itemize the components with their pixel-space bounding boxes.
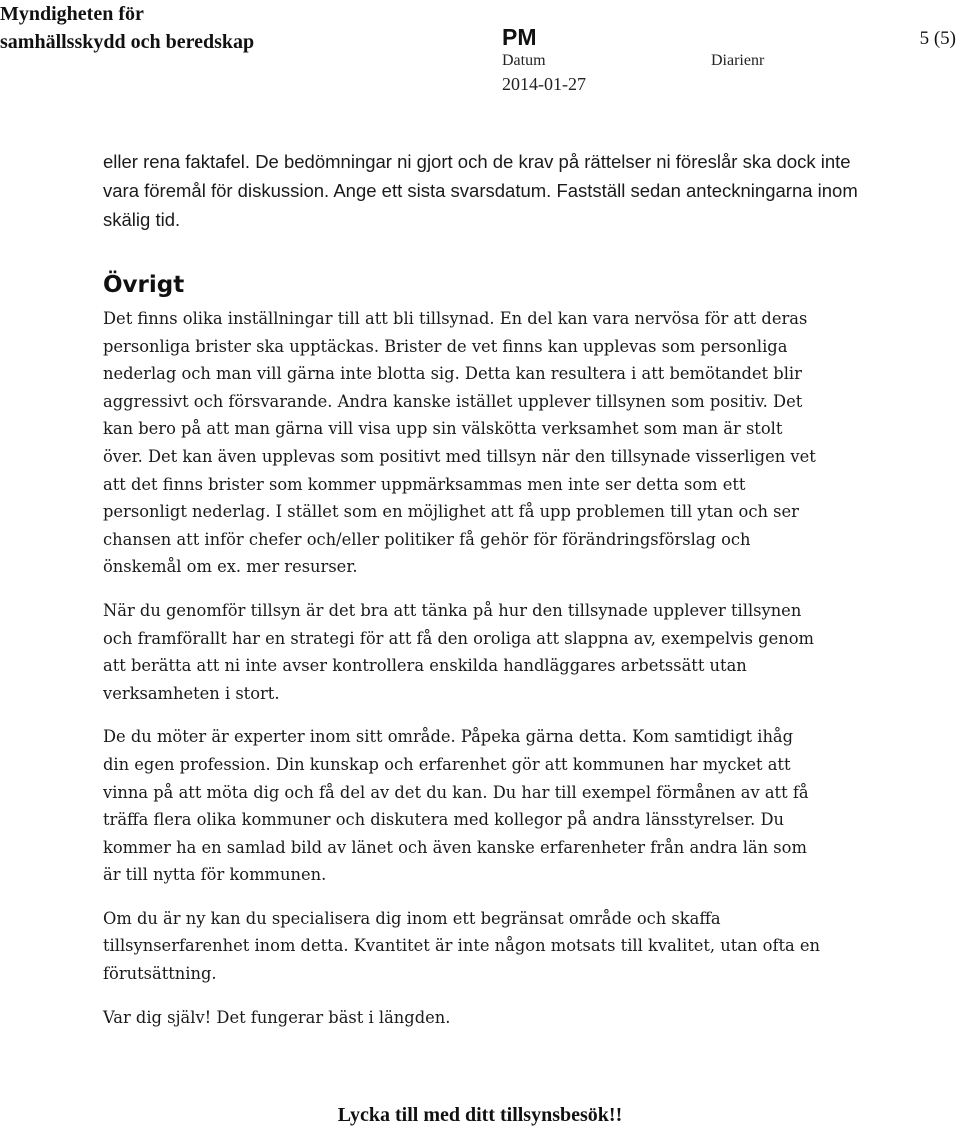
section-body xyxy=(103,305,823,1047)
document-type: PM xyxy=(502,24,537,50)
closing-line: Lycka till med ditt tillsynsbesök!! xyxy=(337,1104,623,1126)
date-value: 2014-01-27 xyxy=(502,74,586,94)
body-paragraph: Om du är ny kan du specialisera dig inom ett begränsat område och skaffa tillsynserfarenhet inom detta. Kvantitet är inte någon motsats till kvalitet, utan ofta en förutsättning. xyxy=(103,908,821,984)
organization-name xyxy=(0,0,254,56)
intro-paragraph: eller rena faktafel. De bedömningar ni gjort och de krav på rättelser ni föreslår ska dock inte vara föremål för diskussion. Ange ett sista svarsdatum. Fastställ sedan anteckningarna inom skälig tid. xyxy=(103,151,858,230)
body-paragraph: De du möter är experter inom sitt område. Påpeka gärna detta. Kom samtidigt ihåg din egen profession. Din kunskap och erfarenhet gör att kommunen har mycket att vinna på att möta dig och få del av det du kan. Du har till exempel förmånen av att få träffa flera olika kommuner och diskutera med kollegor på andra länsstyrelser. Du kommer ha en samlad bild av länet och även kanske erfarenheter från andra län som är till nytta för kommunen. xyxy=(103,727,809,885)
organization-name-line1: Myndigheten för xyxy=(0,3,144,25)
registration-number-label: Diarienr xyxy=(711,52,765,69)
section-heading: Övrigt xyxy=(103,272,185,298)
organization-name-line2: samhällsskydd och beredskap xyxy=(0,31,255,53)
body-paragraph: Var dig själv! Det fungerar bäst i längden. xyxy=(103,1007,451,1027)
body-paragraph: När du genomför tillsyn är det bra att tänka på hur den tillsynade upplever tillsynen och framförallt har en strategi för att få den oroliga att slappna av, exempelvis genom att berätta att ni inte avser kontrollera enskilda handläggares arbetssätt utan verksamheten i stort. xyxy=(103,600,814,703)
date-label: Datum xyxy=(502,52,546,69)
body-paragraph: Det finns olika inställningar till att bli tillsynad. En del kan vara nervösa för att deras personliga brister ska upptäckas. Brister de vet finns kan upplevas som personliga nederlag och man vill gärna inte blotta sig. Detta kan resultera i att bemötandet blir aggressivt och försvarande. Andra kanske istället upplever tillsynen som positiv. Det kan bero på att man gärna vill visa upp sin välskötta verksamhet som man är stolt över. Det kan även upplevas som positivt med tillsyn när den tillsynade visserligen vet att det finns brister som kommer uppmärksammas men inte ser detta som ett personligt nederlag. I stället som en möjlighet att få upp problemen till ytan och ser chansen att inför chefer och/eller politiker få gehör för förändringsförslag och önskemål om ex. mer resurser. xyxy=(103,309,816,577)
page-number: 5 (5) xyxy=(919,28,956,49)
